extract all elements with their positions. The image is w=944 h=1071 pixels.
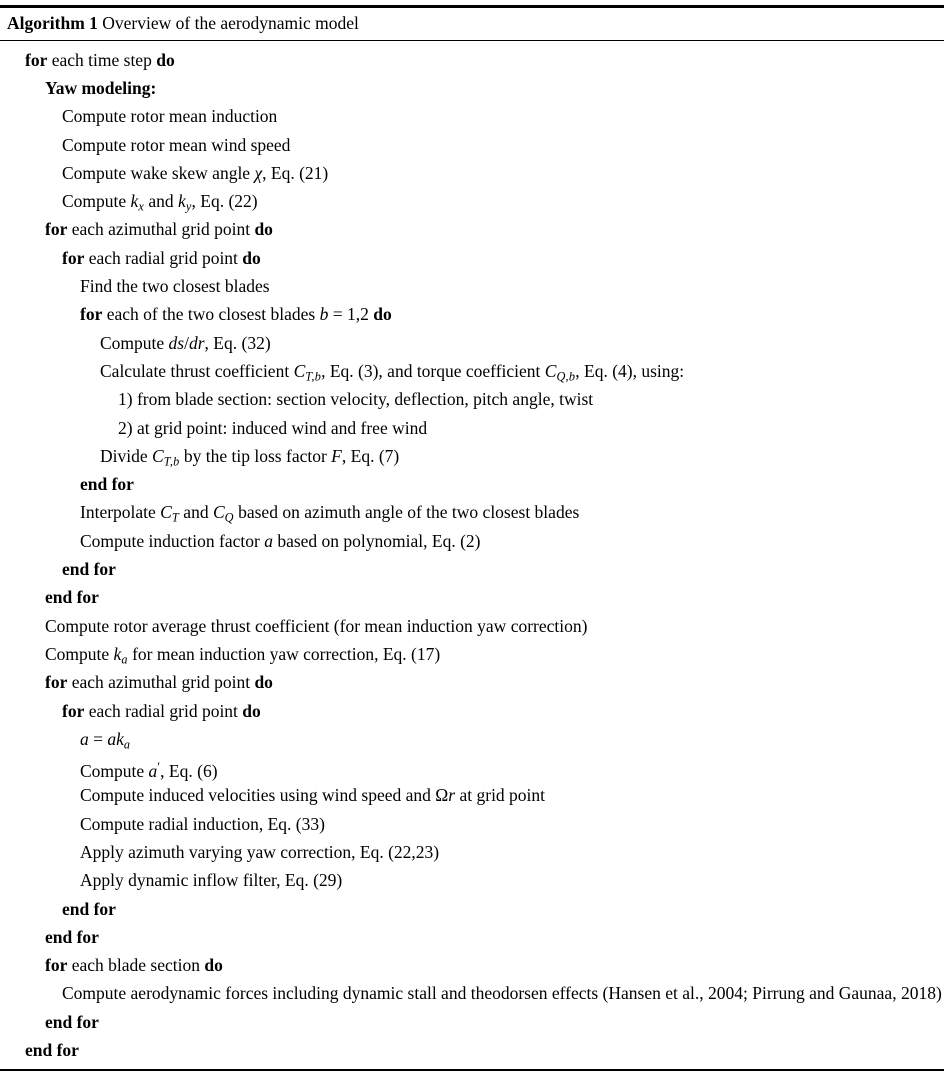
- text-segment: for: [45, 219, 68, 240]
- algorithm-line: [0, 555, 944, 583]
- text-segment: , Eq. (4), using:: [575, 360, 685, 381]
- text-segment: k: [130, 191, 139, 212]
- text-segment: end for: [45, 587, 99, 608]
- text-segment: Interpolate: [80, 502, 161, 523]
- algorithm-line: [0, 244, 944, 272]
- text-segment: C: [544, 360, 557, 381]
- text-segment: Compute: [100, 332, 169, 353]
- text-segment: C: [212, 502, 225, 523]
- algorithm-line: [0, 697, 944, 725]
- text-segment: at grid point: [455, 785, 546, 806]
- text-segment: 2) at grid point: induced wind and free wind: [118, 417, 428, 438]
- text-segment: k: [178, 191, 186, 212]
- text-segment: , Eq. (6): [160, 761, 218, 782]
- algorithm-line: [0, 272, 944, 300]
- text-segment: a: [80, 728, 89, 749]
- text-segment: y: [185, 199, 192, 214]
- algorithm-line: [0, 74, 944, 102]
- text-segment: Compute: [62, 191, 131, 212]
- text-segment: each radial grid point: [84, 247, 243, 268]
- text-segment: a: [123, 737, 131, 752]
- text-segment: ak: [107, 728, 124, 749]
- text-segment: , Eq. (32): [204, 332, 271, 353]
- text-segment: F: [331, 445, 342, 466]
- algorithm-line: [0, 668, 944, 696]
- text-segment: C: [293, 360, 306, 381]
- text-segment: for: [80, 304, 103, 325]
- text-segment: end for: [25, 1040, 79, 1061]
- algorithm-line: [0, 470, 944, 498]
- text-segment: a: [148, 761, 158, 782]
- text-segment: for: [25, 49, 48, 70]
- algorithm-line: [0, 357, 944, 385]
- text-segment: , Eq. (22): [191, 191, 258, 212]
- algorithm-line: [0, 781, 944, 809]
- algorithm-line: [0, 102, 944, 130]
- algorithm-caption-label: Algorithm 1: [7, 12, 98, 33]
- algorithm-line: [0, 951, 944, 979]
- text-segment: Compute rotor mean wind speed: [62, 134, 291, 155]
- text-segment: do: [242, 247, 261, 268]
- algorithm-caption: [0, 8, 944, 40]
- algorithm-line: [0, 159, 944, 187]
- text-segment: each time step: [47, 49, 157, 70]
- algorithm-line: [0, 300, 944, 328]
- text-segment: = 1,2: [328, 304, 374, 325]
- algorithm-line: [0, 187, 944, 215]
- text-segment: Calculate thrust coefficient: [100, 360, 294, 381]
- algorithm-caption-title: Overview of the aerodynamic model: [97, 12, 359, 33]
- algorithm-line: [0, 498, 944, 526]
- text-segment: a: [264, 530, 273, 551]
- algorithm-line: [0, 46, 944, 74]
- text-segment: and: [178, 502, 213, 523]
- text-segment: and: [144, 191, 179, 212]
- algorithm-line: [0, 527, 944, 555]
- text-segment: each radial grid point: [84, 700, 243, 721]
- text-segment: end for: [62, 898, 116, 919]
- text-segment: dr: [188, 332, 205, 353]
- text-segment: T,b: [305, 369, 322, 384]
- text-segment: end for: [45, 1011, 99, 1032]
- text-segment: do: [254, 672, 273, 693]
- text-segment: T: [171, 510, 179, 525]
- algorithm-line: [0, 329, 944, 357]
- text-segment: Compute: [80, 761, 149, 782]
- text-segment: end for: [62, 559, 116, 580]
- text-segment: for: [62, 247, 85, 268]
- text-segment: Find the two closest blades: [80, 276, 270, 297]
- text-segment: Compute: [45, 643, 114, 664]
- text-segment: C: [152, 445, 164, 466]
- text-segment: Compute induced velocities using wind speed and Ω: [80, 785, 449, 806]
- text-segment: each of the two closest blades: [102, 304, 320, 325]
- text-segment: do: [156, 49, 175, 70]
- text-segment: for: [62, 700, 85, 721]
- text-segment: , Eq. (7): [341, 445, 400, 466]
- text-segment: end for: [80, 474, 134, 495]
- text-segment: ds: [168, 332, 185, 353]
- text-segment: x: [138, 199, 145, 214]
- text-segment: , Eq. (21): [262, 162, 329, 183]
- algorithm-line: [0, 1008, 944, 1036]
- algorithm-line: [0, 442, 944, 470]
- algorithm-line: [0, 612, 944, 640]
- text-segment: k: [113, 643, 122, 664]
- text-segment: , Eq. (3), and torque coefficient: [321, 360, 545, 381]
- algorithm-body: [0, 41, 944, 1070]
- text-segment: Apply dynamic inflow filter, Eq. (29): [80, 870, 343, 891]
- text-segment: do: [254, 219, 273, 240]
- algorithm-line: [0, 414, 944, 442]
- algorithm-line: [0, 753, 944, 781]
- text-segment: Yaw modeling:: [45, 77, 157, 98]
- algorithm-line: [0, 866, 944, 894]
- text-segment: by the tip loss factor: [179, 445, 332, 466]
- algorithm-line: [0, 810, 944, 838]
- text-segment: for: [45, 672, 68, 693]
- text-segment: do: [373, 304, 392, 325]
- algorithm-line: [0, 838, 944, 866]
- text-segment: Compute wake skew angle: [62, 162, 255, 183]
- text-segment: Compute aerodynamic forces including dynamic stall and theodorsen effects (Hansen et al., 2004; Pirrung and Gaunaa, 2018): [62, 983, 942, 1004]
- text-segment: /: [184, 332, 189, 353]
- text-segment: T,b: [163, 454, 180, 469]
- algorithm-block: [0, 5, 944, 1071]
- text-segment: =: [88, 728, 108, 749]
- text-segment: χ: [254, 162, 263, 183]
- algorithm-line: [0, 923, 944, 951]
- text-segment: Compute rotor mean induction: [62, 106, 278, 127]
- text-segment: for mean induction yaw correction, Eq. (17): [127, 643, 441, 664]
- text-segment: r: [448, 785, 456, 806]
- text-segment: Q: [224, 510, 234, 525]
- text-segment: Divide: [100, 445, 153, 466]
- text-segment: Q,b: [556, 369, 576, 384]
- text-segment: C: [160, 502, 172, 523]
- text-segment: each blade section: [67, 955, 205, 976]
- text-segment: based on polynomial, Eq. (2): [272, 530, 481, 551]
- algorithm-line: [0, 1036, 944, 1064]
- text-segment: for: [45, 955, 68, 976]
- text-segment: ′: [157, 759, 161, 775]
- text-segment: b: [319, 304, 329, 325]
- algorithm-line: [0, 385, 944, 413]
- text-segment: based on azimuth angle of the two closest blades: [233, 502, 580, 523]
- text-segment: a: [121, 652, 128, 667]
- algorithm-line: [0, 215, 944, 243]
- text-segment: Compute rotor average thrust coefficient (for mean induction yaw correction): [45, 615, 588, 636]
- text-segment: Apply azimuth varying yaw correction, Eq. (22,23): [80, 842, 440, 862]
- text-segment: end for: [45, 926, 99, 947]
- algorithm-line: [0, 640, 944, 668]
- text-segment: Compute radial induction, Eq. (33): [80, 813, 325, 834]
- algorithm-line: [0, 895, 944, 923]
- algorithm-line: [0, 725, 944, 753]
- text-segment: do: [242, 700, 261, 721]
- text-segment: do: [204, 955, 223, 976]
- text-segment: Compute induction factor: [80, 530, 265, 551]
- algorithm-line: [0, 979, 944, 1007]
- text-segment: each azimuthal grid point: [67, 672, 255, 693]
- text-segment: each azimuthal grid point: [67, 219, 255, 240]
- algorithm-line: [0, 583, 944, 611]
- algorithm-line: [0, 131, 944, 159]
- text-segment: 1) from blade section: section velocity, deflection, pitch angle, twist: [118, 389, 594, 410]
